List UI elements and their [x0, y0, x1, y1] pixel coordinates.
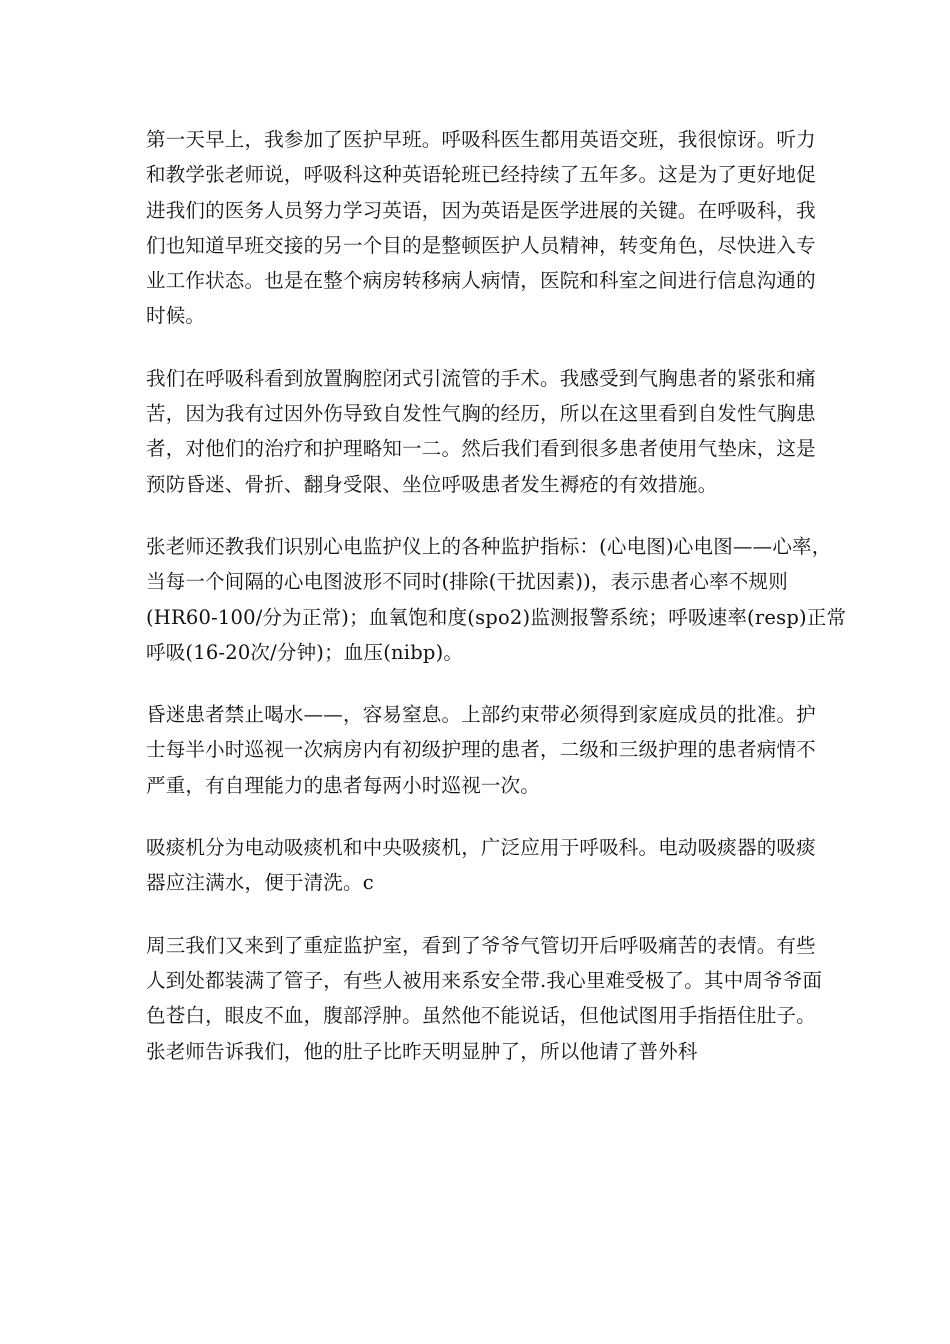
text-line: 吸痰机分为电动吸痰机和中央吸痰机，广泛应用于呼吸科。电动吸痰器的吸痰 [146, 836, 816, 860]
text-line: 业工作状态。也是在整个病房转移病人病情，医院和科室之间进行信息沟通的 [146, 269, 816, 293]
text-line: 者，对他们的治疗和护理略知一二。然后我们看到很多患者使用气垫床，这是 [146, 437, 816, 461]
paragraph-morning-shift [146, 122, 816, 334]
paragraph-icu-visit [146, 928, 823, 1069]
text-line: 我们在呼吸科看到放置胸腔闭式引流管的手术。我感受到气胸患者的紧张和痛 [146, 366, 816, 390]
text-line: 呼吸(16-20次/分钟)；血压(nibp)。 [146, 640, 464, 664]
text-line: 和教学张老师说，呼吸科这种英语轮班已经持续了五年多。这是为了更好地促 [146, 163, 816, 187]
text-line: (HR60-100/分为正常)；血氧饱和度(spo2)监测报警系统；呼吸速率(resp)正常 [146, 605, 847, 629]
paragraph-ecg-monitoring [146, 529, 847, 670]
text-line: 周三我们又来到了重症监护室，看到了爷爷气管切开后呼吸痛苦的表情。有些 [146, 933, 816, 957]
text-line: 士每半小时巡视一次病房内有初级护理的患者，二级和三级护理的患者病情不 [146, 738, 816, 762]
text-line: 时候。 [146, 304, 206, 328]
document-body [146, 122, 847, 1096]
paragraph-coma-patients [146, 697, 816, 803]
text-line: 预防昏迷、骨折、翻身受限、坐位呼吸患者发生褥疮的有效措施。 [146, 472, 718, 496]
text-line: 昏迷患者禁止喝水——，容易窒息。上部约束带必须得到家庭成员的批准。护 [146, 703, 816, 727]
paragraph-suction-machine [146, 830, 816, 901]
text-line: 色苍白，眼皮不血，腹部浮肿。虽然他不能说话，但他试图用手指捂住肚子。 [146, 1004, 816, 1028]
text-line: 第一天早上，我参加了医护早班。呼吸科医生都用英语交班，我很惊讶。听力 [146, 128, 816, 151]
text-line: 器应注满水，便于清洗。c [146, 871, 374, 895]
text-line: 苦，因为我有过因外伤导致自发性气胸的经历，所以在这里看到自发性气胸患 [146, 402, 816, 426]
text-line: 人到处都装满了管子，有些人被用来系安全带.我心里难受极了。其中周爷爷面 [146, 968, 823, 992]
text-line: 进我们的医务人员努力学习英语，因为英语是医学进展的关键。在呼吸科，我 [146, 198, 816, 222]
text-line: 当每一个间隔的心电图波形不同时(排除(干扰因素))，表示患者心率不规则 [146, 570, 788, 594]
text-line: 张老师告诉我们，他的肚子比昨天明显肿了，所以他请了普外科 [146, 1039, 698, 1063]
paragraph-chest-drainage [146, 361, 816, 502]
text-line: 张老师还教我们识别心电监护仪上的各种监护指标：(心电图)心电图——心率， [146, 534, 832, 558]
text-line: 们也知道早班交接的另一个目的是整顿医护人员精神，转变角色，尽快进入专 [146, 233, 816, 257]
text-line: 严重，有自理能力的患者每两小时巡视一次。 [146, 773, 541, 797]
